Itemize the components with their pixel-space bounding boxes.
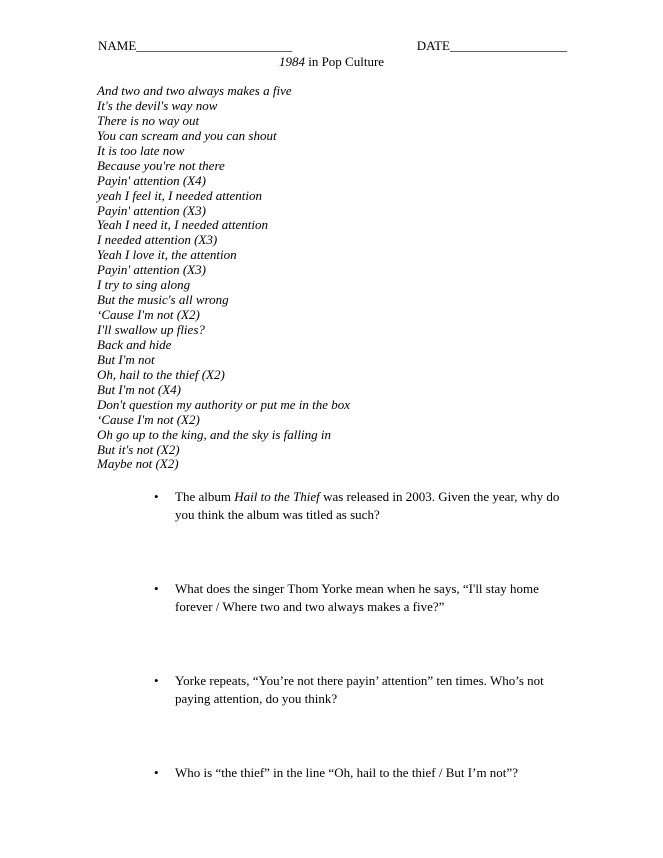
question-text-part: was released in 2003. Given the year, why do you think the album was titled as such? (175, 489, 560, 522)
page-title (0, 54, 663, 70)
lyric-line: Payin' attention (X4) (97, 172, 206, 188)
date-label: DATE (416, 38, 450, 53)
date-field (417, 38, 567, 54)
question-text (175, 764, 564, 782)
question-item (154, 580, 564, 615)
lyric-line: But it's not (X2) (97, 441, 180, 457)
bullet-icon: • (154, 765, 159, 780)
name-field (98, 38, 292, 54)
lyric-line: Yeah I love it, the attention (97, 247, 237, 263)
name-blank: ________________________ (136, 38, 293, 53)
lyric-line: Yeah I need it, I needed attention (97, 217, 269, 233)
lyric-line: I needed attention (X3) (97, 232, 218, 248)
lyric-line: You can scream and you can shout (97, 127, 277, 143)
lyric-line: Back and hide (97, 336, 172, 352)
lyric-line: ‘Cause I'm not (X2) (97, 411, 200, 427)
date-blank: __________________ (450, 38, 567, 53)
lyric-line: Because you're not there (97, 157, 225, 173)
lyric-line: Payin' attention (X3) (97, 262, 206, 278)
lyrics-list (97, 84, 350, 472)
question-text (175, 580, 564, 615)
lyric-line: It's the devil's way now (97, 97, 218, 113)
lyric-line: yeah I feel it, I needed attention (97, 187, 262, 203)
question-text (175, 672, 564, 707)
question-item (154, 488, 564, 523)
question-text-part: What does the singer Thom Yorke mean when he says, “I'll stay home forever / Where two and two always makes a five?” (175, 581, 539, 614)
bullet-icon: • (154, 673, 159, 688)
album-title: Hail to the Thief (234, 489, 320, 504)
lyric-line: Don't question my authority or put me in the box (97, 396, 350, 412)
lyric-line: But the music's all wrong (97, 292, 229, 308)
lyric-line: I'll swallow up flies? (97, 322, 205, 337)
question-text-part: Yorke repeats, “You’re not there payin’ attention” ten times. Who’s not paying attention, do you think? (175, 673, 544, 706)
lyric-line: Maybe not (X2) (97, 456, 179, 472)
page-title-rest: in Pop Culture (304, 54, 385, 69)
question-item (154, 764, 564, 782)
lyric-line: And two and two always makes a five (97, 83, 292, 98)
question-item (154, 672, 564, 707)
lyric-line: But I'm not (97, 351, 155, 367)
lyric-line: It is too late now (97, 142, 185, 158)
page-title-italic: 1984 (278, 54, 305, 69)
question-text-part: Who is “the thief” in the line “Oh, hail to the thief / But I’m not”? (175, 765, 518, 780)
lyric-line: I try to sing along (97, 277, 191, 293)
bullet-icon: • (154, 581, 159, 596)
question-text-part: The album (175, 489, 235, 504)
bullet-icon: • (154, 489, 159, 504)
lyric-line: Oh go up to the king, and the sky is falling in (97, 426, 331, 442)
question-text (175, 488, 564, 523)
header-line (98, 38, 567, 54)
lyric-line: But I'm not (X4) (97, 381, 182, 397)
lyric-line: ‘Cause I'm not (X2) (97, 307, 200, 323)
lyric-line: Payin' attention (X3) (97, 202, 206, 218)
lyric-line: There is no way out (97, 112, 200, 128)
name-label: NAME (98, 38, 137, 53)
lyric-line: Oh, hail to the thief (X2) (97, 366, 225, 382)
